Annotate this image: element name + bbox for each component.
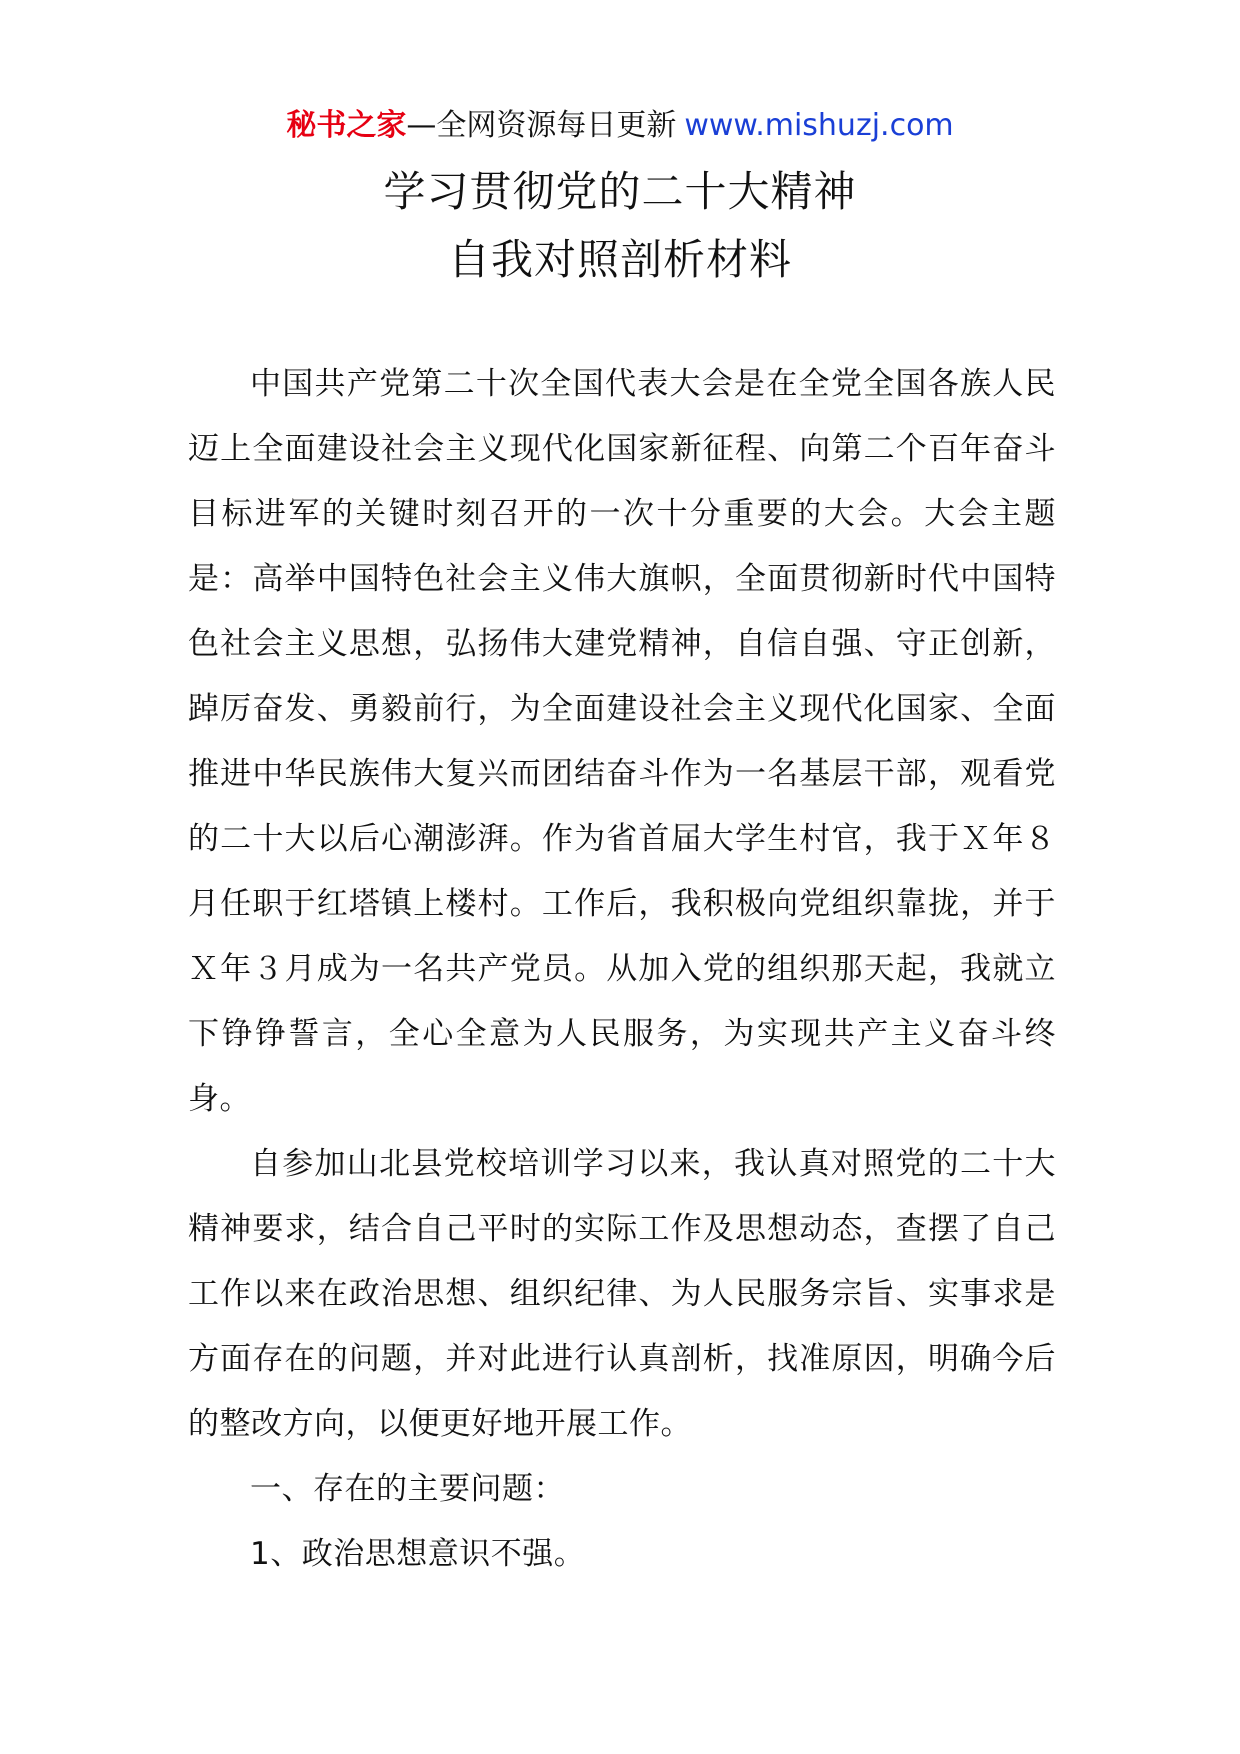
site-url-link[interactable]: www.mishuzj.com bbox=[684, 108, 954, 143]
header-tagline: —全网资源每日更新 bbox=[406, 108, 677, 143]
section-heading-main-problems: 一、存在的主要问题： bbox=[250, 1471, 565, 1507]
document-body bbox=[188, 352, 1056, 1587]
brand-name: 秘书之家 bbox=[286, 108, 407, 143]
subsection-heading-political-awareness: 1、政治思想意识不强。 bbox=[250, 1536, 586, 1572]
paragraph-intro: 中国共产党第二十次全国代表大会是在全党全国各族人民迈上全面建设社会主义现代化国家新征程、向第二个百年奋斗目标进军的关键时刻召开的一次十分重要的大会。大会主题是：高举中国特色社会主义伟大旗帜，全面贯彻新时代中国特色社会主义思想，弘扬伟大建党精神，自信自强、守正创新，踔厉奋发、勇毅前行，为全面建设社会主义现代化国家、全面推进中华民族伟大复兴而团结奋斗作为一名基层干部，观看党的二十大以后心潮澎湃。作为省首届大学生村官，我于Ｘ年８月任职于红塔镇上楼村。工作后，我积极向党组织靠拢，并于Ｘ年３月成为一名共产党员。从加入党的组织那天起，我就立下铮铮誓言，全心全意为人民服务，为实现共产主义奋斗终身。 bbox=[188, 366, 1056, 1117]
paragraph-self-review: 自参加山北县党校培训学习以来，我认真对照党的二十大精神要求，结合自己平时的实际工作及思想动态，查摆了自己工作以来在政治思想、组织纪律、为人民服务宗旨、实事求是方面存在的问题，并对此进行认真剖析，找准原因，明确今后的整改方向，以便更好地开展工作。 bbox=[188, 1146, 1056, 1442]
site-header bbox=[0, 104, 1240, 148]
document-title-line-2: 自我对照剖析材料 bbox=[447, 235, 792, 284]
document-title-line-1: 学习贯彻党的二十大精神 bbox=[383, 167, 857, 216]
